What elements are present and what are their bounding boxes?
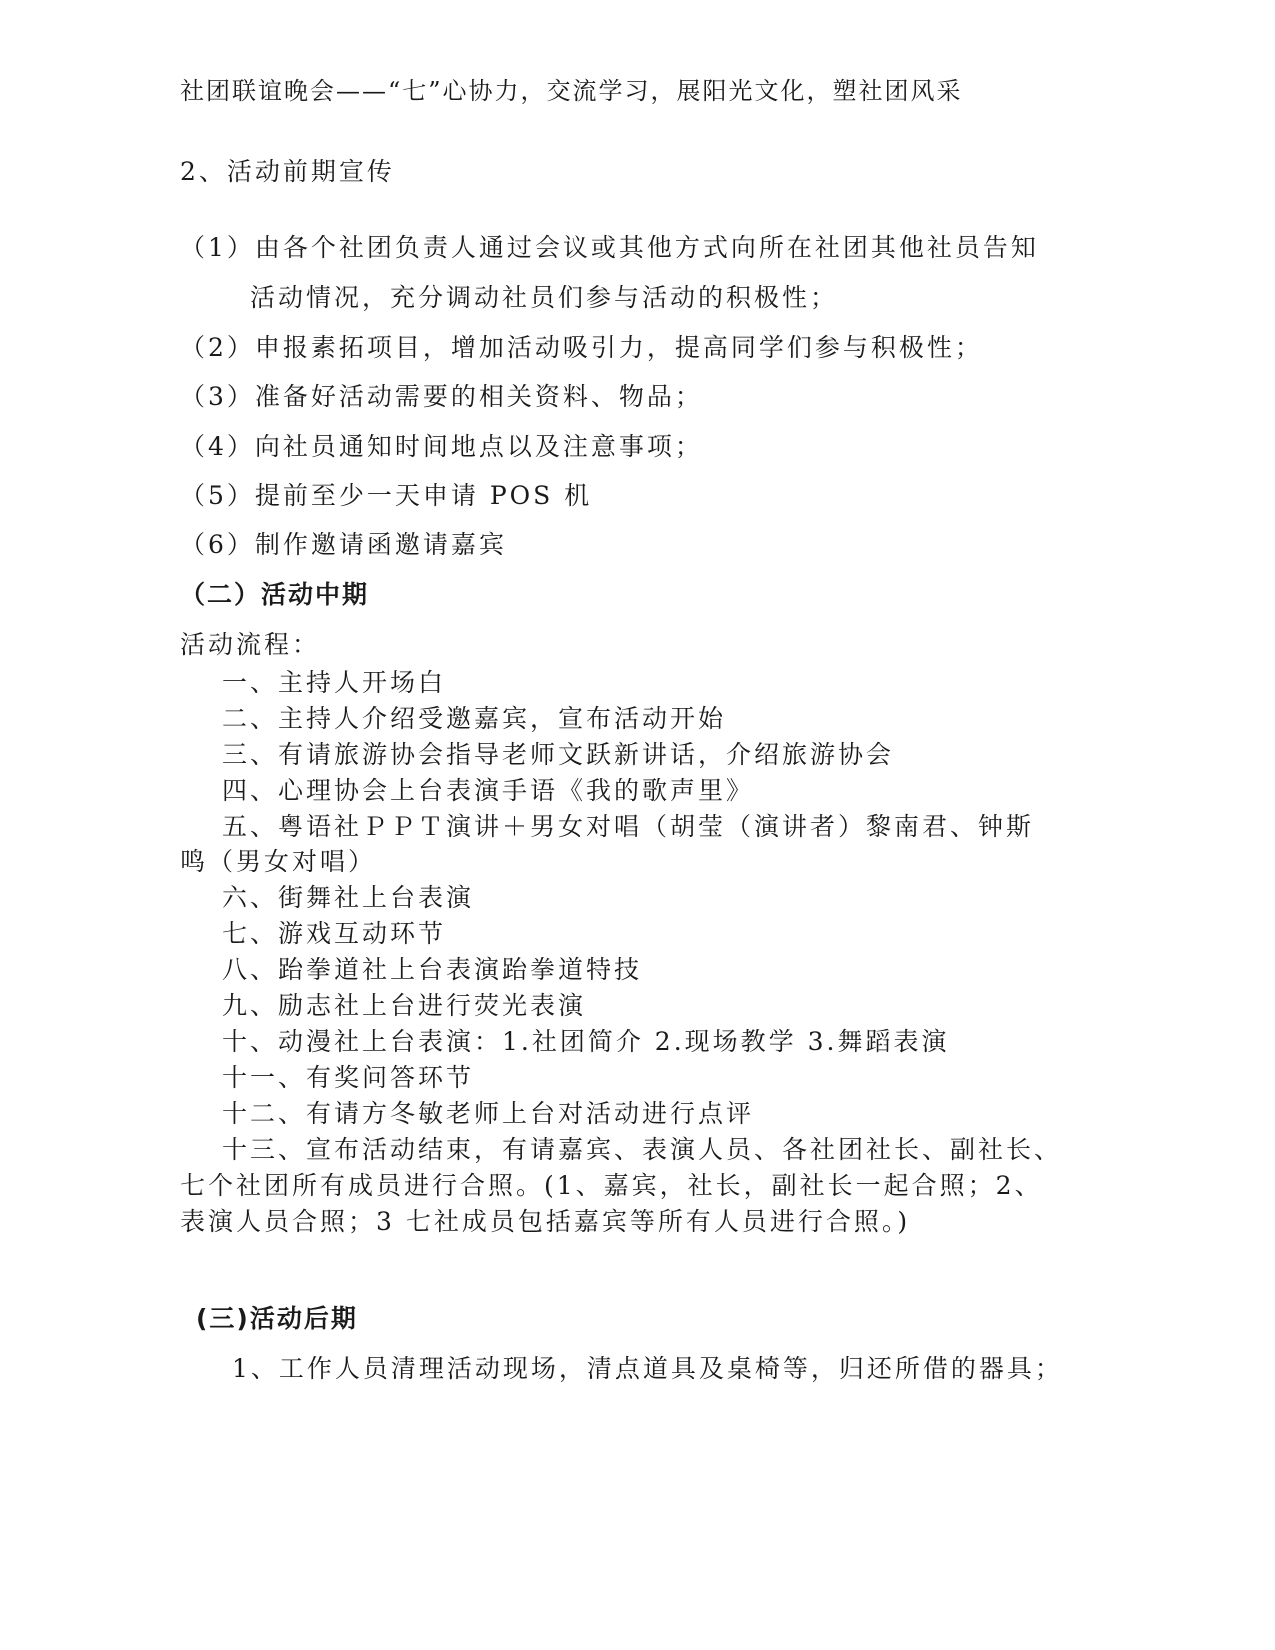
section-pre-title: 2、活动前期宣传 [180,157,395,186]
flow-item: 四、心理协会上台表演手语《我的歌声里》 [222,776,755,805]
section-post-title: (三)活动后期 [196,1304,358,1333]
header-title: 社团联谊晚会——“七”心协力，交流学习，展阳光文化，塑社团风采 [180,77,963,105]
flow-item: 三、有请旅游协会指导老师文跃新讲话，介绍旅游协会 [222,740,895,769]
flow-item: 五、粤语社ＰＰＴ演讲＋男女对唱（胡莹（演讲者）黎南君、钟斯 [222,812,1035,841]
section-mid-title: （二）活动中期 [180,580,370,609]
flow-item: 十二、有请方冬敏老师上台对活动进行点评 [222,1099,755,1128]
flow-item: 一、主持人开场白 [222,668,447,697]
pre-item-1: （1）由各个社团负责人通过会议或其他方式向所在社团其他社员告知 [180,233,1039,262]
pre-item-1-cont: 活动情况，充分调动社员们参与活动的积极性； [250,283,839,312]
flow-item: 六、街舞社上台表演 [222,883,475,912]
flow-item-cont: 鸣（男女对唱） [180,847,377,876]
flow-item: 八、跆拳道社上台表演跆拳道特技 [222,955,643,984]
flow-label: 活动流程： [180,630,321,659]
flow-item-cont: 七个社团所有成员进行合照。(1、嘉宾，社长，副社长一起合照；2、 [180,1171,1043,1200]
pre-item-2: （2）申报素拓项目，增加活动吸引力，提高同学们参与积极性； [180,333,983,362]
flow-item-cont: 表演人员合照；3 七社成员包括嘉宾等所有人员进行合照。) [180,1207,911,1236]
pre-item-6: （6）制作邀请函邀请嘉宾 [180,530,507,559]
flow-item: 二、主持人介绍受邀嘉宾，宣布活动开始 [222,704,727,733]
flow-item: 十、动漫社上台表演：1.社团简介 2.现场教学 3.舞蹈表演 [222,1027,950,1056]
flow-item: 十一、有奖问答环节 [222,1063,475,1092]
flow-item: 十三、宣布活动结束，有请嘉宾、表演人员、各社团社长、副社长、 [222,1135,1063,1164]
pre-item-3: （3）准备好活动需要的相关资料、物品； [180,382,703,411]
post-item-1: 1、工作人员清理活动现场，清点道具及桌椅等，归还所借的器具； [232,1354,1063,1383]
flow-item: 七、游戏互动环节 [222,919,447,948]
flow-item: 九、励志社上台进行荧光表演 [222,991,587,1020]
pre-item-4: （4）向社员通知时间地点以及注意事项； [180,432,703,461]
pre-item-5: （5）提前至少一天申请 POS 机 [180,481,593,510]
